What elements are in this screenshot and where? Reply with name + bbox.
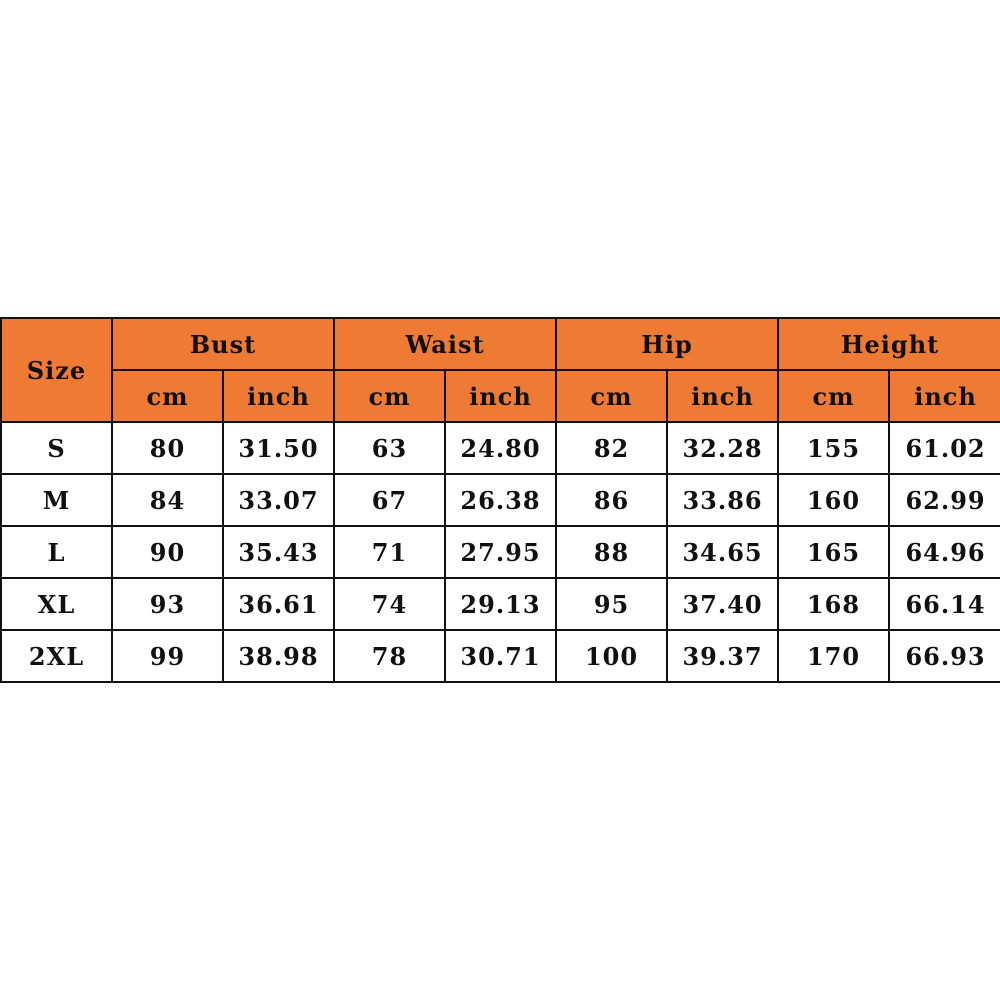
header-unit-hip-inch: inch xyxy=(667,370,778,422)
hip-cm-cell: 82 xyxy=(556,422,667,474)
hip-inch-cell: 34.65 xyxy=(667,526,778,578)
table-row xyxy=(1,526,1000,578)
header-unit-height-cm: cm xyxy=(778,370,889,422)
height-inch-cell: 66.14 xyxy=(889,578,1000,630)
height-inch-cell: 66.93 xyxy=(889,630,1000,682)
waist-inch-cell: 27.95 xyxy=(445,526,556,578)
waist-cm-cell: 71 xyxy=(334,526,445,578)
table-row xyxy=(1,474,1000,526)
header-size: Size xyxy=(1,318,112,422)
bust-inch-cell: 35.43 xyxy=(223,526,334,578)
header-row-units xyxy=(1,370,1000,422)
header-unit-waist-inch: inch xyxy=(445,370,556,422)
bust-cm-cell: 80 xyxy=(112,422,223,474)
hip-inch-cell: 33.86 xyxy=(667,474,778,526)
waist-cm-cell: 67 xyxy=(334,474,445,526)
height-cm-cell: 170 xyxy=(778,630,889,682)
bust-cm-cell: 93 xyxy=(112,578,223,630)
header-unit-bust-inch: inch xyxy=(223,370,334,422)
waist-cm-cell: 78 xyxy=(334,630,445,682)
height-cm-cell: 165 xyxy=(778,526,889,578)
header-row-groups xyxy=(1,318,1000,370)
table-row xyxy=(1,630,1000,682)
bust-cm-cell: 90 xyxy=(112,526,223,578)
waist-cm-cell: 74 xyxy=(334,578,445,630)
size-cell: L xyxy=(1,526,112,578)
bust-inch-cell: 36.61 xyxy=(223,578,334,630)
height-inch-cell: 62.99 xyxy=(889,474,1000,526)
size-cell: M xyxy=(1,474,112,526)
header-group-waist: Waist xyxy=(334,318,556,370)
height-inch-cell: 61.02 xyxy=(889,422,1000,474)
header-unit-hip-cm: cm xyxy=(556,370,667,422)
table-row xyxy=(1,422,1000,474)
header-group-bust: Bust xyxy=(112,318,334,370)
hip-cm-cell: 100 xyxy=(556,630,667,682)
header-unit-bust-cm: cm xyxy=(112,370,223,422)
waist-inch-cell: 26.38 xyxy=(445,474,556,526)
waist-inch-cell: 24.80 xyxy=(445,422,556,474)
hip-inch-cell: 37.40 xyxy=(667,578,778,630)
height-inch-cell: 64.96 xyxy=(889,526,1000,578)
header-group-hip: Hip xyxy=(556,318,778,370)
hip-cm-cell: 86 xyxy=(556,474,667,526)
header-unit-height-inch: inch xyxy=(889,370,1000,422)
size-chart-table xyxy=(0,317,1000,683)
height-cm-cell: 155 xyxy=(778,422,889,474)
bust-inch-cell: 31.50 xyxy=(223,422,334,474)
header-group-height: Height xyxy=(778,318,1000,370)
bust-cm-cell: 99 xyxy=(112,630,223,682)
hip-cm-cell: 88 xyxy=(556,526,667,578)
hip-cm-cell: 95 xyxy=(556,578,667,630)
hip-inch-cell: 39.37 xyxy=(667,630,778,682)
size-cell: XL xyxy=(1,578,112,630)
waist-cm-cell: 63 xyxy=(334,422,445,474)
height-cm-cell: 160 xyxy=(778,474,889,526)
bust-cm-cell: 84 xyxy=(112,474,223,526)
table-row xyxy=(1,578,1000,630)
size-cell: S xyxy=(1,422,112,474)
waist-inch-cell: 29.13 xyxy=(445,578,556,630)
height-cm-cell: 168 xyxy=(778,578,889,630)
waist-inch-cell: 30.71 xyxy=(445,630,556,682)
hip-inch-cell: 32.28 xyxy=(667,422,778,474)
size-cell: 2XL xyxy=(1,630,112,682)
bust-inch-cell: 33.07 xyxy=(223,474,334,526)
header-unit-waist-cm: cm xyxy=(334,370,445,422)
bust-inch-cell: 38.98 xyxy=(223,630,334,682)
